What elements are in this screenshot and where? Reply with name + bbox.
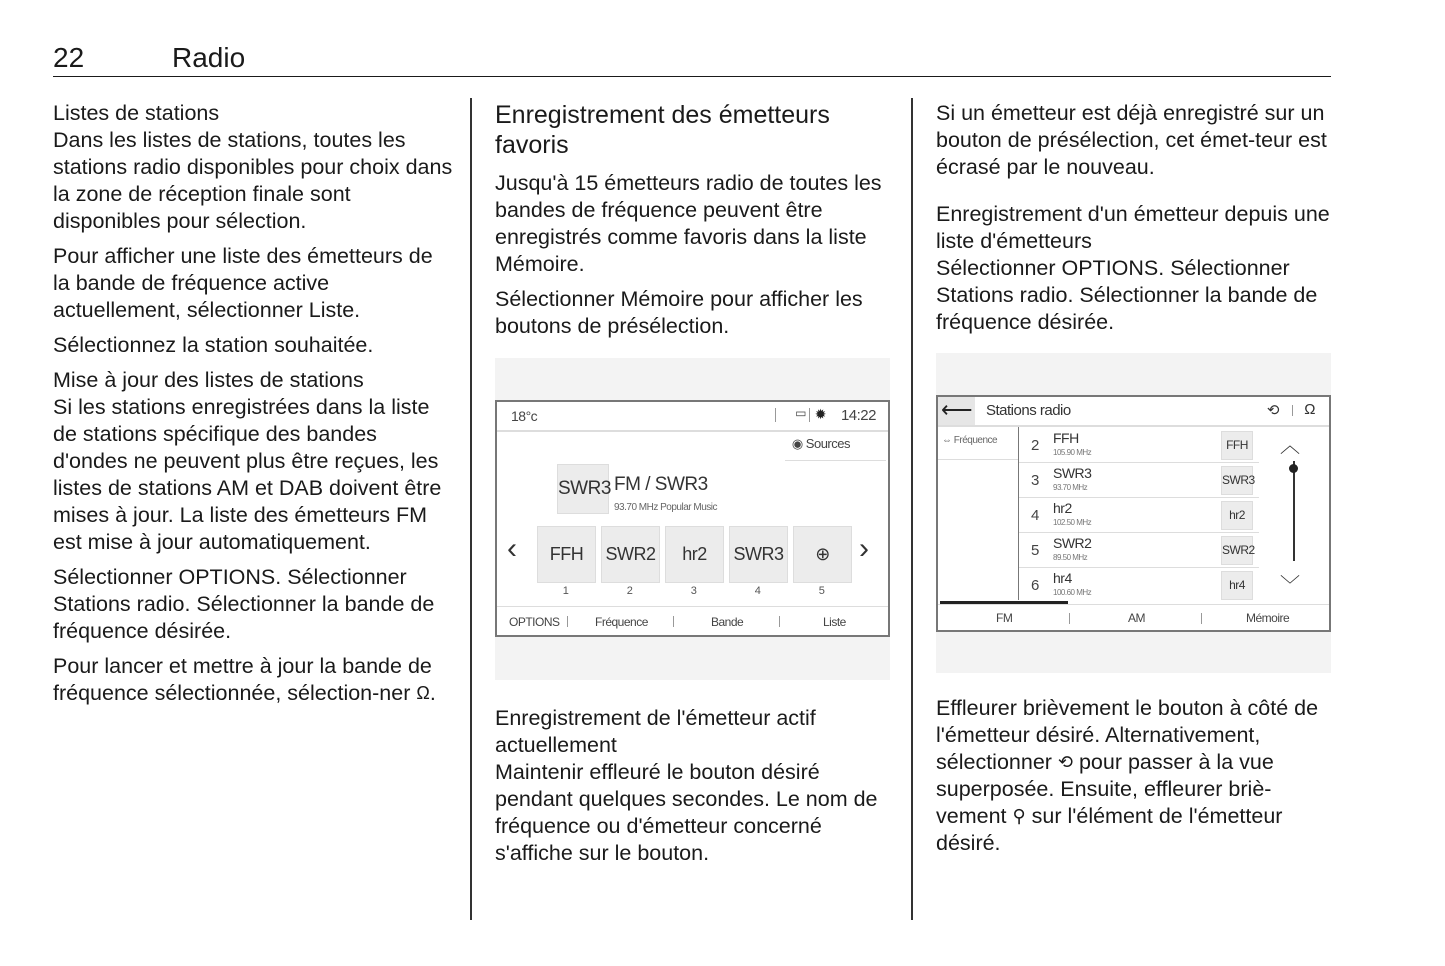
separator <box>1201 613 1202 624</box>
paragraph: Jusqu'à 15 émetteurs radio de toutes les bandes de fréquence peuvent être enregistrés comme favoris dans la liste Mémoire. <box>495 171 882 276</box>
preset-button[interactable]: hr2 <box>665 526 724 583</box>
paragraph: Si un émetteur est déjà enregistré sur un bouton de présélection, cet émet-teur est écrasé par le nouveau. <box>936 101 1327 179</box>
station-logo: SWR3 <box>557 464 609 514</box>
text: pour passer à la vue superposée. Ensuite, effleurer briè-vement <box>936 750 1274 828</box>
station-preset-button[interactable]: hr2 <box>1221 501 1253 530</box>
separator <box>1069 613 1070 624</box>
station-frequency: 93.70 MHz <box>1053 483 1088 492</box>
refresh-icon[interactable]: Ω <box>1304 401 1315 418</box>
band-button[interactable]: Bande <box>711 615 744 629</box>
preset-number: 4 <box>754 585 761 597</box>
heading-from-list: Enregistrement d'un émetteur depuis une liste d'émetteurs <box>936 202 1330 253</box>
screen-title: Stations radio <box>986 402 1071 419</box>
station-frequency: 89.50 MHz <box>1053 553 1088 562</box>
chevron-left-icon[interactable]: ‹ <box>507 532 517 565</box>
column-2 <box>495 100 895 348</box>
paragraph: Sélectionner OPTIONS. Sélectionner Stations radio. Sélectionner la bande de fréquence désirée. <box>53 565 435 643</box>
text: Effleurer brièvement le bouton à côté de l'émetteur désiré. Alternativement, sélectionner <box>936 696 1319 774</box>
status-bar <box>497 402 888 432</box>
sort-panel <box>938 427 1019 600</box>
station-number: 4 <box>1031 507 1039 524</box>
divider <box>785 460 886 461</box>
paragraph: Sélectionnez la station souhaitée. <box>53 333 374 357</box>
heading-update-lists: Mise à jour des listes de stations <box>53 368 364 392</box>
column-divider <box>470 98 472 920</box>
gear-icon[interactable]: ✹ <box>814 406 826 422</box>
station-number: 5 <box>1031 542 1039 559</box>
preset-number: 3 <box>690 585 697 597</box>
station-frequency: 102.50 MHz <box>1053 518 1092 527</box>
page-header <box>53 40 1331 77</box>
paragraph: Dans les listes de stations, toutes les stations radio disponibles pour choix dans la zone de réception finale sont disponibles pour sélection. <box>53 128 453 233</box>
preset-number: 2 <box>626 585 633 597</box>
text: Pour lancer et mettre à jour la bande de fréquence sélectionnée, sélection-ner <box>53 654 432 705</box>
station-frequency: 100.60 MHz <box>1053 588 1092 597</box>
paragraph: Sélectionner Mémoire pour afficher les boutons de présélection. <box>495 287 863 338</box>
station-frequency: 105.90 MHz <box>1053 448 1092 457</box>
scrollbar-thumb[interactable] <box>1289 464 1298 473</box>
station-row[interactable] <box>1019 462 1259 498</box>
overlay-view-icon: ⟲ <box>1057 752 1073 772</box>
scroll-up-icon[interactable]: ︿ <box>1280 435 1300 457</box>
preset-button[interactable]: SWR3 <box>729 526 788 583</box>
sources-label: Sources <box>805 436 850 451</box>
station-number: 6 <box>1031 577 1039 594</box>
heading-active-station: Enregistrement de l'émetteur actif actuellement <box>495 706 816 757</box>
heading-favorites: Enregistrement des émetteurs favoris <box>495 101 830 159</box>
heading-station-lists: Listes de stations <box>53 101 220 125</box>
title-bar <box>938 397 1329 427</box>
frequency-button[interactable]: Fréquence <box>595 615 648 629</box>
paragraph-select-station <box>936 695 1336 857</box>
sort-label: Fréquence <box>953 435 998 446</box>
paragraph: Sélectionner OPTIONS. Sélectionner Stations radio. Sélectionner la bande de fréquence désirée. <box>936 256 1318 334</box>
tab-fm[interactable]: FM <box>996 611 1013 625</box>
radio-main-screen <box>495 400 890 637</box>
paragraph <box>53 653 453 707</box>
separator <box>779 616 780 627</box>
station-name: hr4 <box>1053 570 1072 586</box>
text: . <box>429 681 436 705</box>
station-row[interactable] <box>1019 427 1259 463</box>
sources-button[interactable] <box>792 436 850 452</box>
separator <box>567 616 568 627</box>
band-tabs <box>938 604 1329 631</box>
separator <box>1292 405 1293 416</box>
scroll-down-icon[interactable]: ﹀ <box>1280 575 1300 597</box>
separator <box>673 616 674 627</box>
text: sur l'élément de l'émetteur désiré. <box>936 804 1283 855</box>
station-name: SWR2 <box>1053 535 1092 551</box>
sort-by-frequency[interactable] <box>942 435 997 446</box>
preset-number: 5 <box>818 585 825 597</box>
station-preset-button[interactable]: SWR2 <box>1221 536 1253 565</box>
options-button[interactable]: OPTIONS <box>509 615 560 629</box>
station-row[interactable] <box>1019 497 1259 533</box>
station-name: FFH <box>1053 430 1079 446</box>
preset-number: 1 <box>562 585 569 597</box>
sources-icon: ◉ <box>791 436 806 451</box>
message-icon[interactable]: ▭ <box>795 406 806 420</box>
section-active-station <box>495 705 895 867</box>
station-row[interactable] <box>1019 567 1259 602</box>
paragraph: Si les stations enregistrées dans la liste de stations spécifique des bandes d'ondes ne peuvent plus être reçues, les listes de stations AM et DAB doivent être mises à jour. La liste des émetteurs FM est mise à jour automatiquement. <box>53 395 442 554</box>
station-preset-button[interactable]: hr4 <box>1221 571 1253 600</box>
overlay-view-icon[interactable]: ⟲ <box>1266 402 1279 419</box>
column-3 <box>936 100 1336 344</box>
page-title: Radio <box>172 42 246 73</box>
paragraph: Pour afficher une liste des émetteurs de la bande de fréquence active actuellement, sélectionner Liste. <box>53 244 433 322</box>
station-row[interactable] <box>1019 532 1259 568</box>
preset-button[interactable]: SWR2 <box>601 526 660 583</box>
station-preset-button[interactable]: FFH <box>1221 431 1253 460</box>
preset-button[interactable]: FFH <box>537 526 596 583</box>
column-divider <box>911 98 913 920</box>
column-1 <box>53 100 453 715</box>
clock: 14:22 <box>840 407 876 424</box>
scrollbar-track[interactable] <box>1293 461 1295 561</box>
page-number: 22 <box>53 42 85 73</box>
tab-memory[interactable]: Mémoire <box>1246 611 1290 625</box>
station-preset-button[interactable]: SWR3 <box>1221 466 1253 495</box>
sort-icon: ⇔ <box>942 435 954 446</box>
separator <box>775 408 776 422</box>
refresh-icon: Ω <box>416 683 430 703</box>
bottom-bar <box>497 606 888 636</box>
tab-am[interactable]: AM <box>1128 611 1145 625</box>
divider <box>938 459 1018 460</box>
station-info: 93.70 MHz Popular Music <box>614 502 717 513</box>
temperature: 18°c <box>511 408 538 424</box>
station-name: SWR3 <box>1053 465 1092 481</box>
store-favorite-icon: ⚲ <box>1012 806 1026 826</box>
station-name: hr2 <box>1053 500 1072 516</box>
current-station: FM / SWR3 <box>614 474 708 495</box>
add-preset-button[interactable]: ⊕ <box>793 526 852 583</box>
station-number: 2 <box>1031 437 1039 454</box>
station-list-screen <box>936 395 1331 632</box>
separator <box>809 408 810 422</box>
back-arrow-icon[interactable]: ⟵ <box>938 397 975 425</box>
list-button[interactable]: Liste <box>823 615 846 629</box>
paragraph: Maintenir effleuré le bouton désiré pendant quelques secondes. Le nom de fréquence ou d'émetteur concerné s'affiche sur le bouton. <box>495 760 878 865</box>
station-number: 3 <box>1031 472 1039 489</box>
chevron-right-icon[interactable]: › <box>859 532 869 565</box>
